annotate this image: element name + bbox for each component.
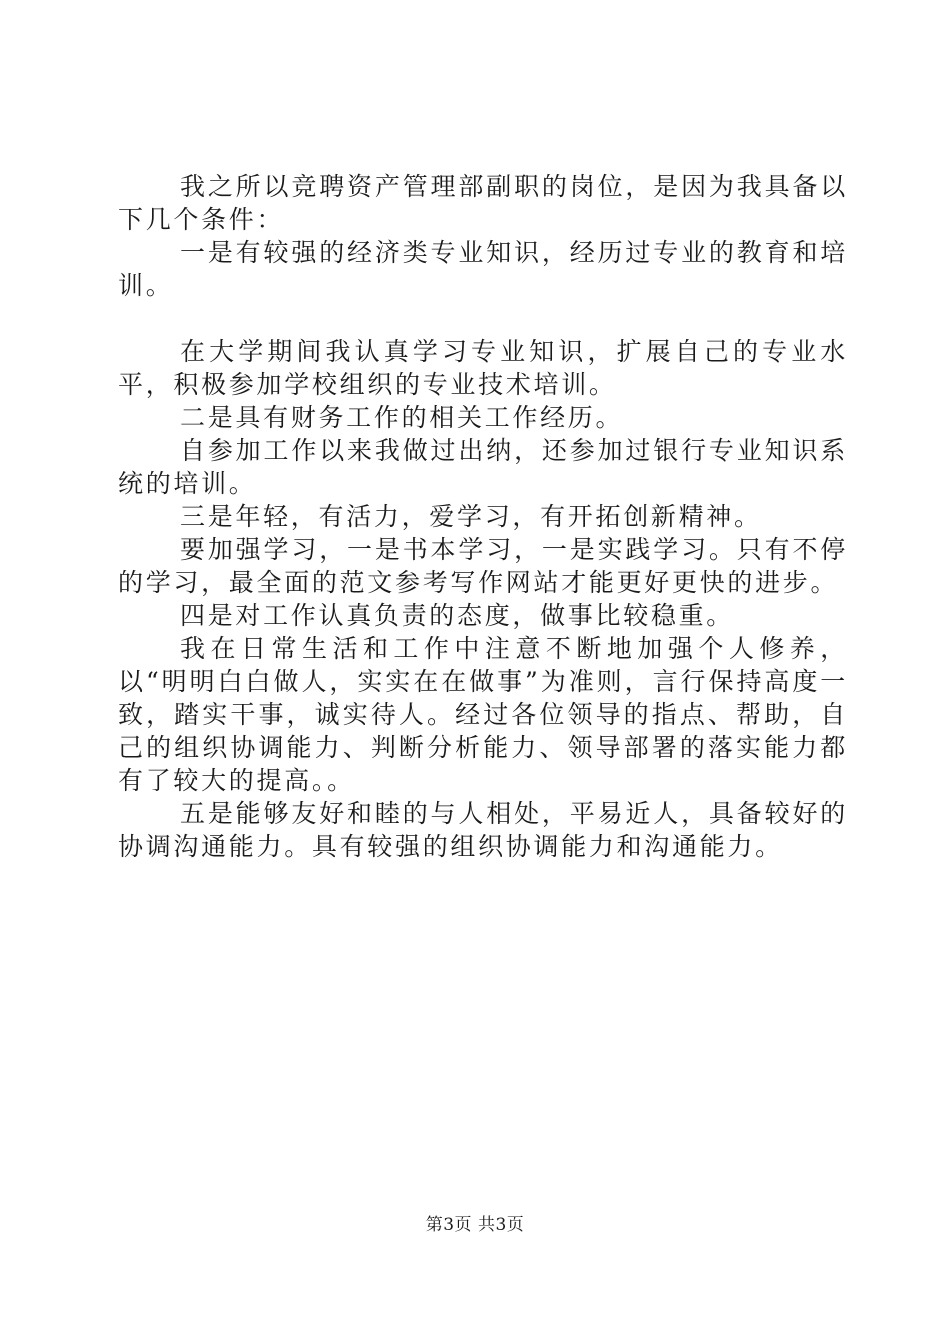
paragraph-learning: 要加强学习，一是书本学习，一是实践学习。只有不停的学习，最全面的范文参考写作网站才能更好更快的进步。: [118, 535, 848, 597]
page-number-footer: 第3页 共3页: [425, 1215, 525, 1235]
paragraph-condition-1: 一是有较强的经济类专业知识，经历过专业的教育和培训。: [118, 238, 848, 300]
paragraph-condition-2: 二是具有财务工作的相关工作经历。: [180, 403, 624, 432]
paragraph-university-study: 在大学期间我认真学习专业知识，扩展自己的专业水平，积极参加学校组织的专业技术培训。: [118, 337, 848, 399]
paragraph-condition-4: 四是对工作认真负责的态度，做事比较稳重。: [180, 601, 735, 630]
document-body: [118, 170, 848, 863]
paragraph-work-experience: 自参加工作以来我做过出纳，还参加过银行专业知识系统的培训。: [118, 436, 848, 498]
paragraph-self-cultivation: 我在日常生活和工作中注意不断地加强个人修养，以“明明白白做人，实实在在做事”为准则，言行保持高度一致，踏实干事，诚实待人。经过各位领导的指点、帮助，自己的组织协调能力、判断分析能力、领导部署的落实能力都有了较大的提高。。: [118, 634, 848, 795]
paragraph-intro: 我之所以竞聘资产管理部副职的岗位，是因为我具备以下几个条件：: [118, 172, 848, 234]
paragraph-condition-3: 三是年轻，有活力，爱学习，有开拓创新精神。: [180, 502, 762, 531]
paragraph-condition-5: 五是能够友好和睦的与人相处，平易近人，具备较好的协调沟通能力。具有较强的组织协调能力和沟通能力。: [118, 799, 848, 861]
